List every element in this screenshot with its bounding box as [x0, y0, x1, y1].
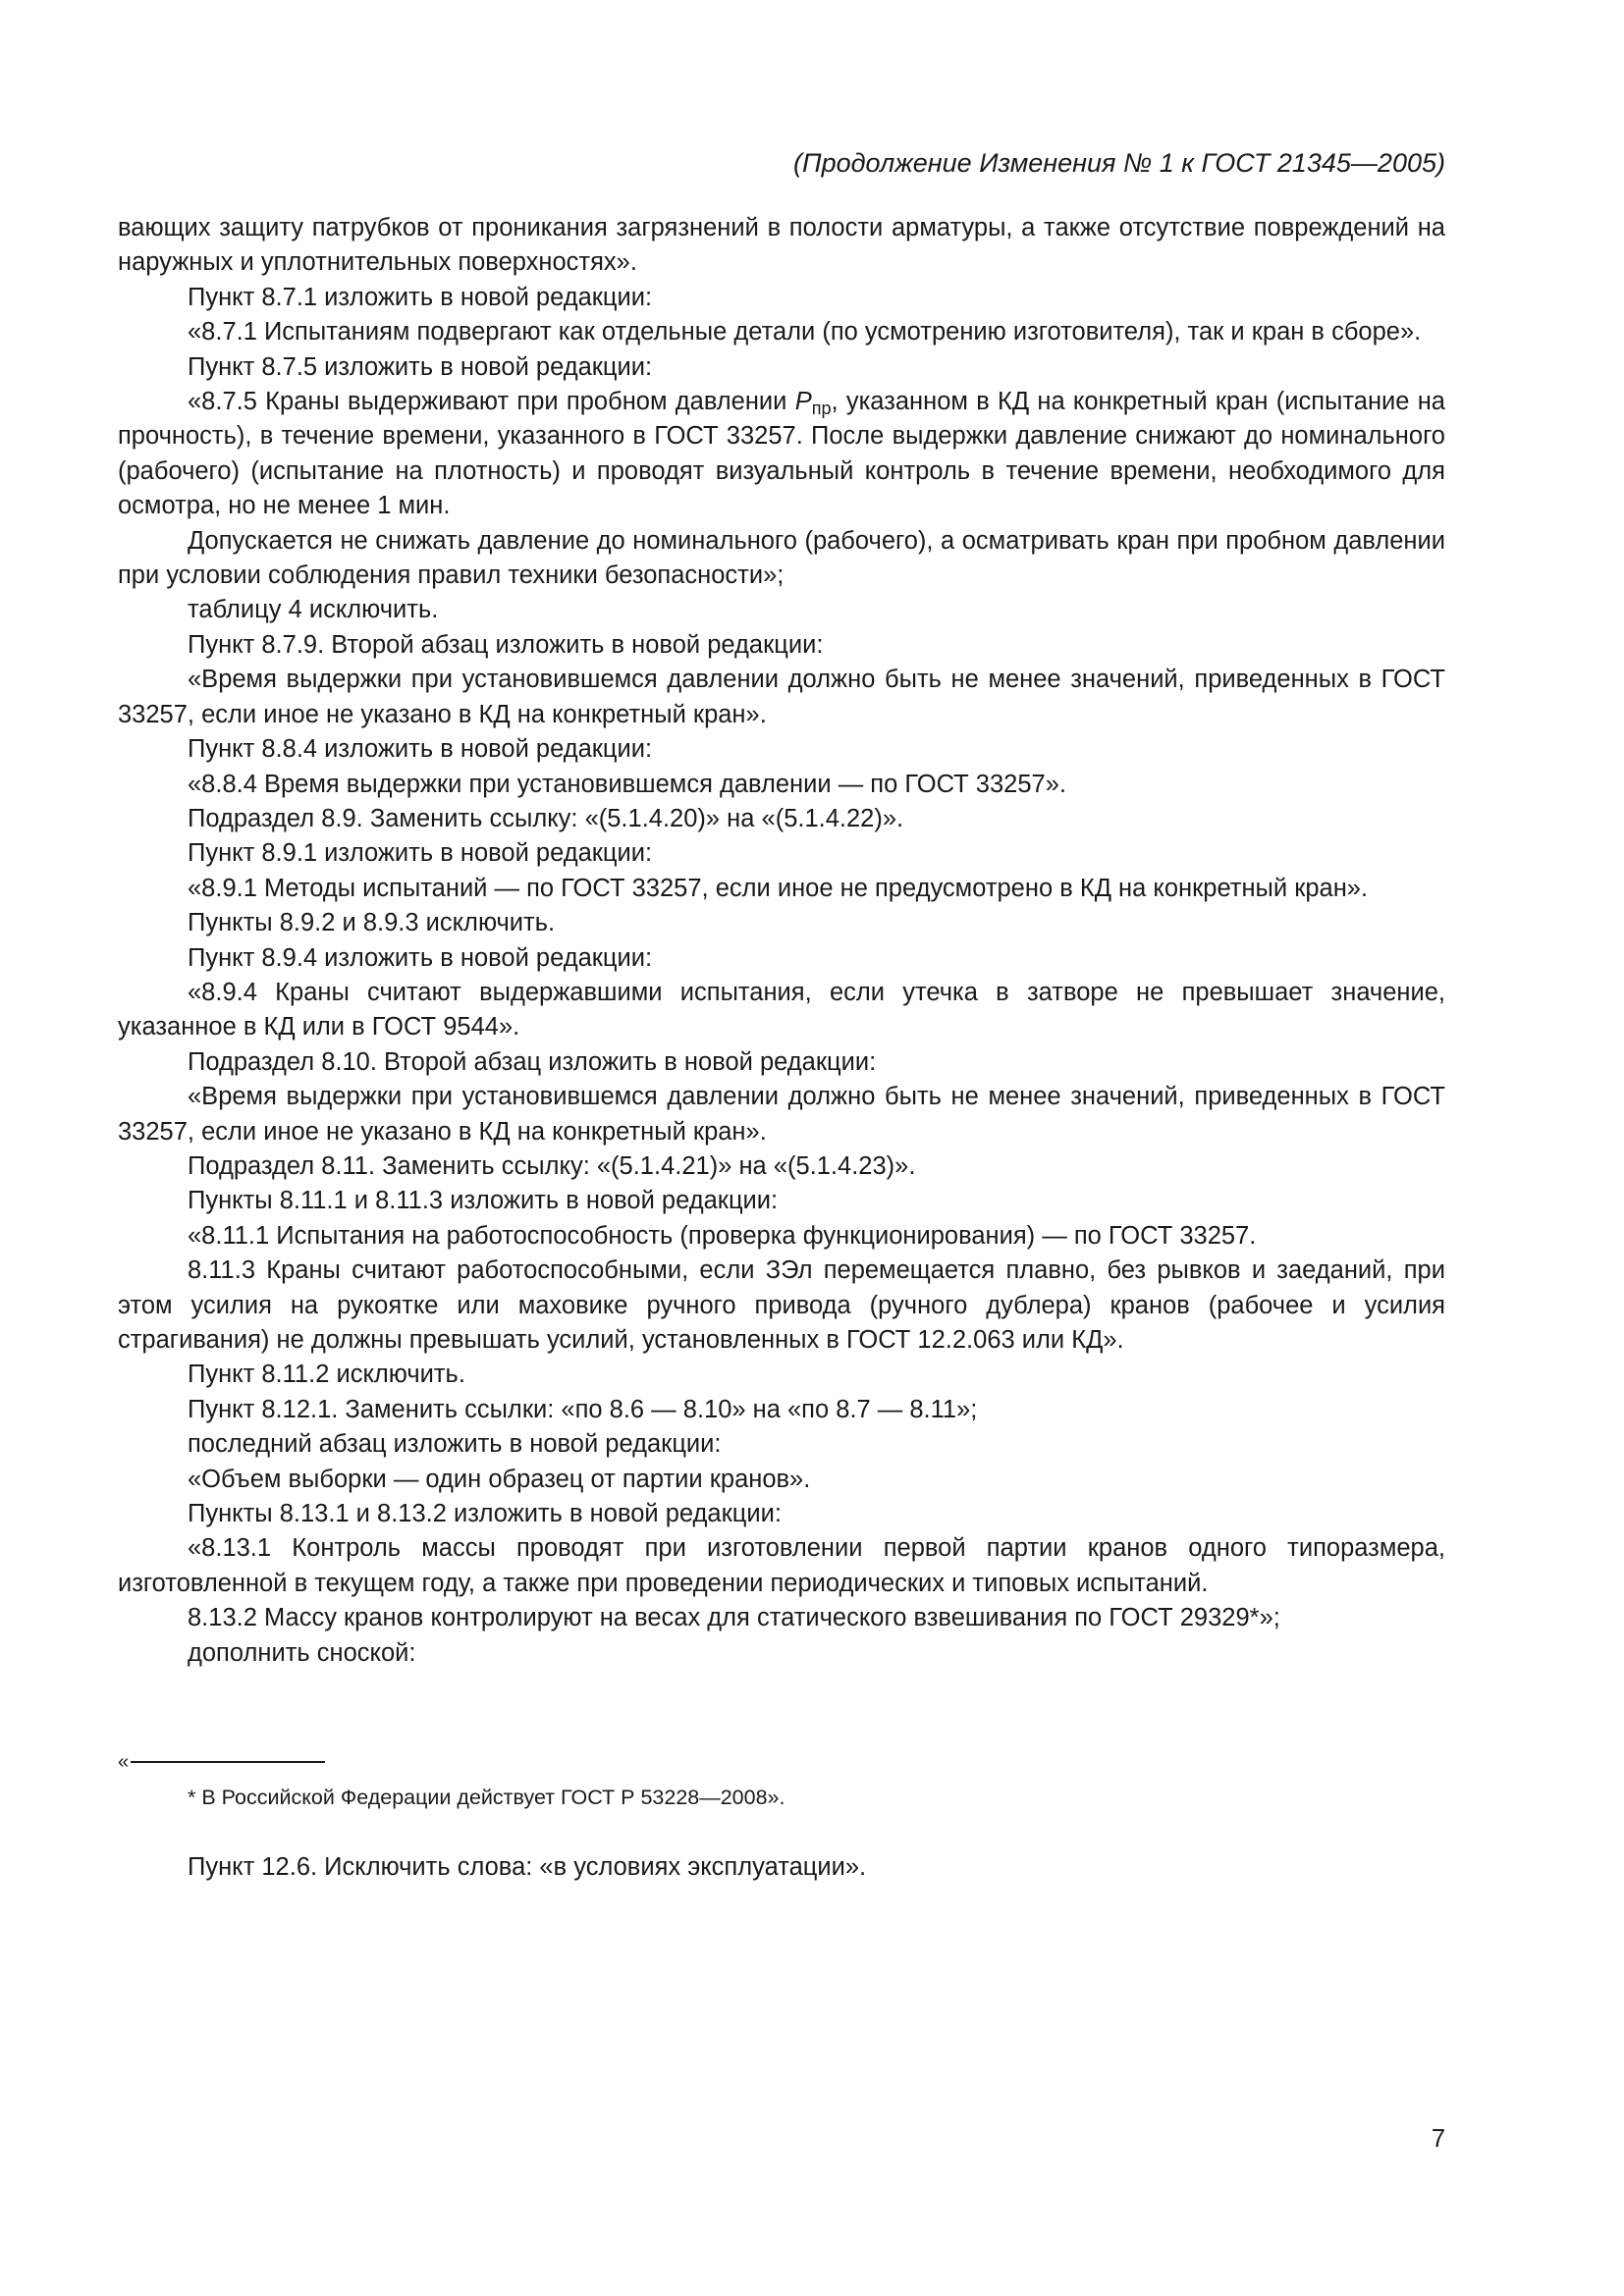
paragraph: последний абзац изложить в новой редакции: [188, 1430, 722, 1459]
paragraph: «8.13.1 Контроль массы проводят при изготовлении первой партии кранов одного типоразмера, изготовленной в текущем году, а также при проведении периодических и типовых испытаний. [118, 1534, 1445, 1597]
paragraph-text: «8.7.5 Краны выдерживают при пробном давлении [188, 388, 795, 416]
page-header: (Продолжение Изменения № 1 к ГОСТ 21345—2005) [793, 148, 1445, 178]
paragraph: «Объем выборки — один образец от партии кранов». [188, 1465, 811, 1493]
footnote [118, 1751, 1445, 1812]
paragraph: 8.11.3 Краны считают работоспособными, если ЗЭл перемещается плавно, без рывков и заеданий, при этом усилия на рукоятке или маховике ручного привода (ручного дублера) кранов (рабочее и усилия страгивания) не должны превышать усилий, установленных в ГОСТ 12.2.063 или КД». [118, 1256, 1445, 1354]
pressure-subscript: пр [811, 399, 832, 419]
paragraph: «Время выдержки при установившемся давлении должно быть не менее значений, приведенных в ГОСТ 33257, если иное не указано в КД на конкретный кран». [118, 666, 1445, 728]
paragraph: Подраздел 8.10. Второй абзац изложить в новой редакции: [188, 1047, 877, 1076]
document-body [118, 211, 1445, 1671]
paragraph: вающих защиту патрубков от проникания загрязнений в полости арматуры, а также отсутствие повреждений на наружных и уплотнительных поверхностях». [118, 214, 1445, 277]
paragraph: таблицу 4 исключить. [188, 596, 439, 624]
paragraph-12-6: Пункт 12.6. Исключить слова: «в условиях эксплуатации». [188, 1853, 867, 1881]
footnote-rule-line [131, 1761, 325, 1763]
footnote-open-quote: « [118, 1751, 130, 1773]
paragraph: «Время выдержки при установившемся давлении должно быть не менее значений, приведенных в ГОСТ 33257, если иное не указано в КД на конкретный кран». [118, 1083, 1445, 1146]
paragraph: Пункты 8.13.1 и 8.13.2 изложить в новой редакции: [188, 1500, 782, 1528]
paragraph: Пункт 8.7.5 изложить в новой редакции: [188, 352, 653, 381]
footnote-separator [118, 1751, 1445, 1773]
paragraph: Пункт 8.12.1. Заменить ссылки: «по 8.6 — 8.10» на «по 8.7 — 8.11»; [188, 1395, 978, 1423]
paragraph: Пункт 8.9.1 изложить в новой редакции: [188, 839, 653, 868]
paragraph: Пункты 8.9.2 и 8.9.3 исключить. [188, 909, 556, 937]
paragraph-8-7-5 [118, 385, 1445, 524]
paragraph: Подраздел 8.9. Заменить ссылку: «(5.1.4.20)» на «(5.1.4.22)». [188, 804, 904, 832]
paragraph: «8.11.1 Испытания на работоспособность (проверка функционирования) — по ГОСТ 33257. [188, 1221, 1257, 1250]
pressure-symbol: P [794, 388, 812, 416]
paragraph-text: , указанном в КД на конкретный кран (испытание на прочность), в течение времени, указанного в ГОСТ 33257. После выдержки давление снижают до номинального (рабочего) (испытание на плотность) и проводят визуальный контроль в течение времени, необходимого для осмотра, но не менее 1 мин. [118, 388, 1445, 520]
paragraph: «8.7.1 Испытаниям подвергают как отдельные детали (по усмотрению изготовителя), так и кран в сборе». [188, 318, 1422, 347]
paragraph: «8.9.1 Методы испытаний — по ГОСТ 33257, если иное не предусмотрено в КД на конкретный кран». [188, 874, 1369, 902]
page-number: 7 [1431, 2125, 1445, 2153]
paragraph: Пункты 8.11.1 и 8.11.3 изложить в новой редакции: [188, 1187, 779, 1215]
paragraph: Допускается не снижать давление до номинального (рабочего), а осматривать кран при пробном давлении при условии соблюдения правил техники безопасности»; [118, 526, 1445, 590]
paragraph: 8.13.2 Массу кранов контролируют на весах для статического взвешивания по ГОСТ 29329*»; [188, 1604, 1280, 1632]
footnote-text: * В Российской Федерации действует ГОСТ Р 53228—2008». [188, 1786, 785, 1809]
paragraph: Подраздел 8.11. Заменить ссылку: «(5.1.4.21)» на «(5.1.4.23)». [188, 1151, 916, 1180]
paragraph: Пункт 8.7.9. Второй абзац изложить в новой редакции: [188, 630, 824, 659]
paragraph: дополнить сноской: [188, 1638, 416, 1667]
paragraph: «8.9.4 Краны считают выдержавшими испытания, если утечка в затворе не превышает значение, указанное в КД или в ГОСТ 9544». [118, 978, 1445, 1041]
paragraph: «8.8.4 Время выдержки при установившемся давлении — по ГОСТ 33257». [188, 770, 1066, 798]
paragraph: Пункт 8.7.1 изложить в новой редакции: [188, 283, 653, 311]
paragraph: Пункт 8.11.2 исключить. [188, 1361, 465, 1389]
paragraph: Пункт 8.8.4 изложить в новой редакции: [188, 735, 653, 764]
paragraph: Пункт 8.9.4 изложить в новой редакции: [188, 943, 653, 972]
